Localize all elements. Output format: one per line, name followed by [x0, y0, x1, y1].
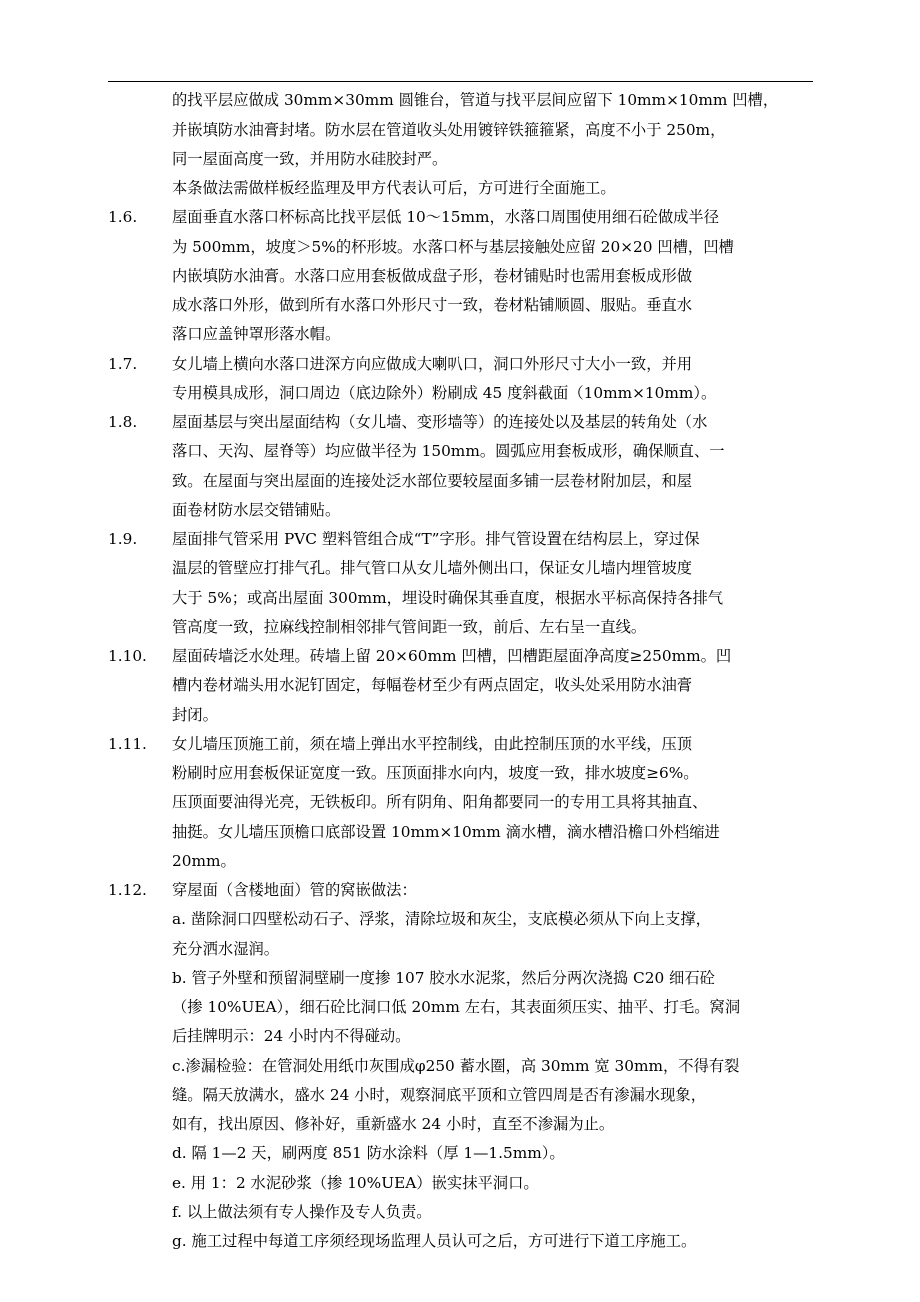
text-line: 温层的管壁应打排气孔。排气管口从女儿墙外侧出口，保证女儿墙内埋管坡度 — [172, 559, 693, 577]
sub-item-line: e. 用 1：2 水泥砂浆（掺 10%UEA）嵌实抹平洞口。 — [172, 1174, 539, 1192]
text-line: 封闭。 — [172, 706, 218, 724]
text-line: 抽挺。女儿墙压顶檐口底部设置 10mm×10mm 滴水槽，滴水槽沿檐口外档缩进 — [172, 823, 720, 841]
text-line: 成水落口外形，做到所有水落口外形尺寸一致，卷材粘铺顺圆、服贴。垂直水 — [172, 296, 693, 314]
text-line: 同一屋面高度一致，并用防水硅胶封严。 — [172, 150, 448, 168]
text-line: 穿屋面（含楼地面）管的窝嵌做法： — [172, 881, 417, 899]
text-line: 致。在屋面与突出屋面的连接处泛水部位要较屋面多铺一层卷材附加层，和屋 — [172, 472, 693, 490]
section-number: 1.10. — [108, 647, 147, 665]
text-line: 屋面基层与突出屋面结构（女儿墙、变形墙等）的连接处以及基层的转角处（水 — [172, 413, 708, 431]
text-line: 并嵌填防水油膏封堵。防水层在管道收头处用镀锌铁箍箍紧，高度不小于 250m， — [172, 121, 726, 139]
sub-item-line: g. 施工过程中每道工序须经现场监理人员认可之后，方可进行下道工序施工。 — [172, 1232, 697, 1250]
sub-item-line: 如有，找出原因、修补好，重新盛水 24 小时，直至不渗漏为止。 — [172, 1115, 615, 1133]
section-number: 1.7. — [108, 355, 138, 373]
text-line: 本条做法需做样板经监理及甲方代表认可后，方可进行全面施工。 — [172, 179, 616, 197]
text-line: 管高度一致，拉麻线控制相邻排气管间距一致，前后、左右呈一直线。 — [172, 618, 647, 636]
header-rule — [108, 81, 813, 82]
text-line: 内嵌填防水油膏。水落口应用套板做成盘子形，卷材铺贴时也需用套板成形做 — [172, 267, 693, 285]
sub-item-line: b. 管子外壁和预留洞壁刷一度掺 107 胶水水泥浆，然后分两次浇捣 C20 细石砼 — [172, 969, 715, 987]
text-line: 面卷材防水层交错铺贴。 — [172, 501, 341, 519]
sub-item-line: 缝。隔天放满水，盛水 24 小时，观察洞底平顶和立管四周是否有渗漏水现象， — [172, 1086, 706, 1104]
text-line: 压顶面要油得光亮，无铁板印。所有阴角、阳角都要同一的专用工具将其抽直、 — [172, 793, 708, 811]
sub-item-line: f. 以上做法须有专人操作及专人负责。 — [172, 1203, 432, 1221]
sub-item-line: a. 凿除洞口四壁松动石子、浮浆，清除垃圾和灰尘，支底模必须从下向上支撑， — [172, 910, 711, 928]
text-line: 20mm。 — [172, 852, 236, 870]
text-line: 粉刷时应用套板保证宽度一致。压顶面排水向内，坡度一致，排水坡度≥6%。 — [172, 764, 699, 782]
text-line: 专用模具成形，洞口周边（底边除外）粉刷成 45 度斜截面（10mm×10mm）。 — [172, 384, 717, 402]
section-number: 1.9. — [108, 530, 138, 548]
text-line: 为 500mm，坡度＞5%的杯形坡。水落口杯与基层接触处应留 20×20 凹槽，凹槽 — [172, 238, 734, 256]
text-line: 屋面砖墙泛水处理。砖墙上留 20×60mm 凹槽，凹槽距屋面净高度≥250mm。凹 — [172, 647, 732, 665]
text-line: 大于 5%；或高出屋面 300mm，埋设时确保其垂直度，根据水平标高保持各排气 — [172, 589, 724, 607]
text-line: 屋面排气管采用 PVC 塑料管组合成“T”字形。排气管设置在结构层上，穿过保 — [172, 530, 700, 548]
text-line: 女儿墙压顶施工前，须在墙上弹出水平控制线，由此控制压顶的水平线，压顶 — [172, 735, 693, 753]
sub-item-line: 充分洒水湿润。 — [172, 940, 280, 958]
sub-item-line: d. 隔 1—2 天，刷两度 851 防水涂料（厚 1—1.5mm）。 — [172, 1144, 565, 1162]
section-number: 1.12. — [108, 881, 147, 899]
text-line: 槽内卷材端头用水泥钉固定，每幅卷材至少有两点固定，收头处采用防水油膏 — [172, 676, 693, 694]
sub-item-line: （掺 10%UEA），细石砼比洞口低 20mm 左右，其表面须压实、抽平、打毛。窝洞 — [172, 998, 741, 1016]
text-line: 屋面垂直水落口杯标高比找平层低 10～15mm，水落口周围使用细石砼做成半径 — [172, 208, 720, 226]
text-line: 女儿墙上横向水落口进深方向应做成大喇叭口，洞口外形尺寸大小一致，并用 — [172, 355, 693, 373]
section-number: 1.6. — [108, 208, 138, 226]
text-line: 的找平层应做成 30mm×30mm 圆锥台，管道与找平层间应留下 10mm×10mm 凹槽， — [172, 91, 779, 109]
section-number: 1.11. — [108, 735, 147, 753]
text-line: 落口应盖钟罩形落水帽。 — [172, 325, 341, 343]
section-number: 1.8. — [108, 413, 138, 431]
sub-item-line: 后挂牌明示：24 小时内不得碰动。 — [172, 1027, 411, 1045]
text-line: 落口、天沟、屋脊等）均应做半径为 150mm。圆弧应用套板成形，确保顺直、一 — [172, 442, 725, 460]
sub-item-line: c.渗漏检验：在管洞处用纸巾灰围成φ250 蓄水圈，高 30mm 宽 30mm，不得有裂 — [172, 1057, 740, 1075]
